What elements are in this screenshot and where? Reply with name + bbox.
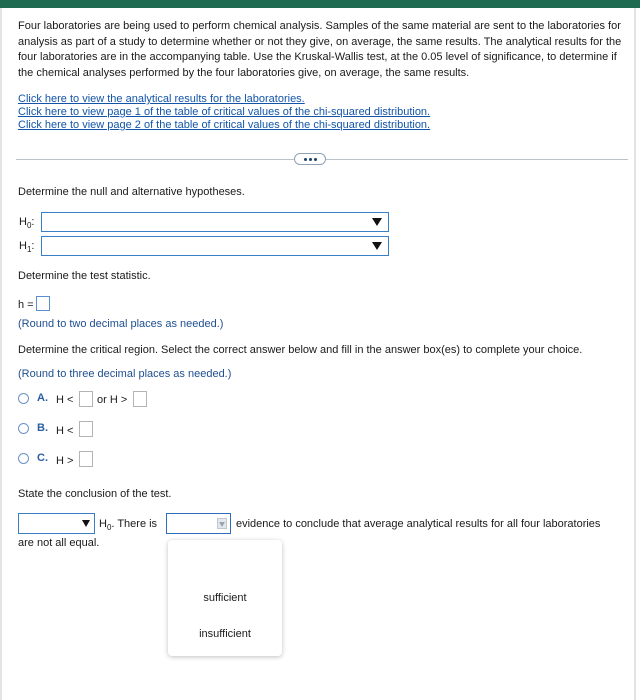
dropdown-arrow-icon [82,520,90,527]
option-b-letter: B. [37,422,48,434]
link-chi-squared-page-2[interactable]: Click here to view page 2 of the table of critical values of the chi-squared distribution. [18,119,431,131]
problem-statement: Four laboratories are being used to perform chemical analysis. Samples of the same material are sent to the laboratories for analysis as part of a study to determine whether or not they give, on average, the same results. The analytical results for the four laboratories are in the accompanying table. Use the Kruskal-Wallis test, at the 0.05 level of significance, to determine if the chemical analyses performed by the four laboratories give, on average, the same results. [18,20,622,79]
option-a-text-gt: or H > [97,394,128,406]
expand-more-button[interactable] [294,153,326,165]
ellipsis-icon [304,158,307,161]
menu-option-insufficient[interactable]: insufficient [199,628,251,640]
conclusion-text-after: evidence to conclude that average analytical results for all four laboratories [236,518,601,530]
h-label: h = [18,299,34,311]
menu-option-sufficient[interactable]: sufficient [203,592,247,604]
reject-decision-dropdown[interactable] [18,513,95,534]
hypotheses-prompt: Determine the null and alternative hypotheses. [18,186,245,198]
h1-label: $H_1$: [19,240,35,255]
option-c-input[interactable] [79,451,93,467]
critical-region-prompt: Determine the critical region. Select the correct answer below and fill in the answer box(es) to complete your choice. [18,344,583,356]
dropdown-arrow-icon [372,242,382,250]
h0-conclusion-text: $H_0$. There is [99,518,158,533]
top-accent-bar [0,0,640,8]
conclusion-prompt: State the conclusion of the test. [18,488,172,500]
option-c-radio[interactable] [18,453,29,464]
resource-links [18,93,430,132]
option-a-lower-input[interactable] [79,391,93,407]
dropdown-arrow-icon [372,218,382,226]
round-three-note: (Round to three decimal places as needed.) [18,368,232,380]
option-c-letter: C. [37,452,48,464]
option-a-text-lt: H < [56,394,74,406]
evidence-dropdown[interactable] [166,513,231,534]
option-a-letter: A. [37,392,48,404]
link-chi-squared-page-1[interactable]: Click here to view page 1 of the table of critical values of the chi-squared distribution. [18,106,431,118]
link-analytical-results[interactable]: Click here to view the analytical results for the laboratories. [18,93,305,105]
round-two-note: (Round to two decimal places as needed.) [18,318,224,330]
test-statistic-prompt: Determine the test statistic. [18,270,151,282]
option-a-upper-input[interactable] [133,391,147,407]
alternative-hypothesis-dropdown[interactable] [41,236,389,256]
conclusion-text-line2: are not all equal. [18,537,100,549]
dropdown-arrow-icon [217,518,227,529]
option-b-input[interactable] [79,421,93,437]
null-hypothesis-dropdown[interactable] [41,212,389,232]
option-c-text: H > [56,455,74,467]
option-a-radio[interactable] [18,393,29,404]
h0-label: $H_0$: [19,216,35,231]
evidence-dropdown-menu [168,540,282,656]
option-b-radio[interactable] [18,423,29,434]
option-b-text: H < [56,425,74,437]
test-statistic-input[interactable] [36,296,50,311]
